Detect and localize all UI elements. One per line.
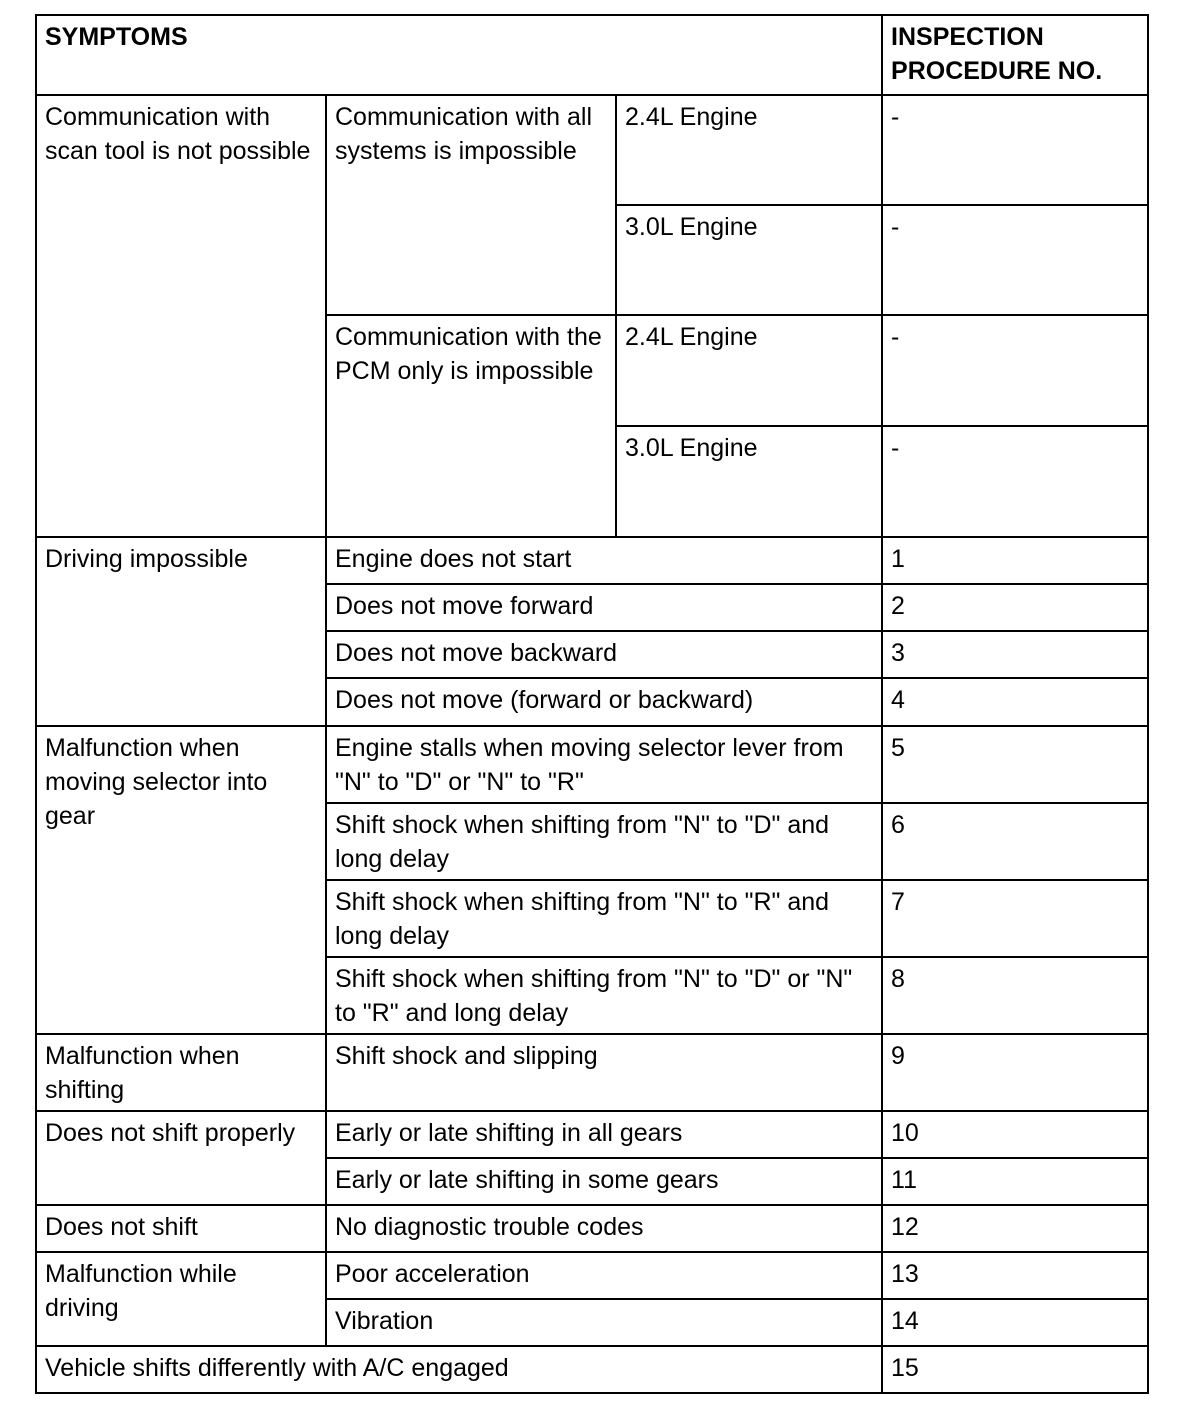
engine-cell: 3.0L Engine xyxy=(616,426,882,537)
detail-cell: Poor acceleration xyxy=(326,1252,882,1299)
symptom-not-shift: Does not shift xyxy=(36,1205,326,1252)
table-header-row xyxy=(36,15,1148,95)
detail-cell: Does not move backward xyxy=(326,631,882,678)
procedure-cell: - xyxy=(882,315,1148,426)
procedure-cell: 11 xyxy=(882,1158,1148,1205)
procedure-cell: 14 xyxy=(882,1299,1148,1346)
detail-cell: Shift shock when shifting from "N" to "D" and long delay xyxy=(326,803,882,880)
detail-cell: No diagnostic trouble codes xyxy=(326,1205,882,1252)
detail-cell: Does not move (forward or backward) xyxy=(326,678,882,726)
detail-pcm-only: Communication with the PCM only is impossible xyxy=(326,315,616,537)
procedure-cell: 2 xyxy=(882,584,1148,631)
symptom-not-properly: Does not shift properly xyxy=(36,1111,326,1205)
procedure-cell: 1 xyxy=(882,537,1148,584)
procedure-cell: 13 xyxy=(882,1252,1148,1299)
procedure-cell: 15 xyxy=(882,1346,1148,1393)
inspection-procedure-header xyxy=(882,15,1148,95)
procedure-cell: 4 xyxy=(882,678,1148,726)
symptoms-table xyxy=(35,14,1149,1394)
detail-cell: Does not move forward xyxy=(326,584,882,631)
detail-cell: Shift shock when shifting from "N" to "R" and long delay xyxy=(326,880,882,957)
procedure-cell: - xyxy=(882,426,1148,537)
procedure-cell: 9 xyxy=(882,1034,1148,1111)
detail-cell: Shift shock when shifting from "N" to "D" or "N" to "R" and long delay xyxy=(326,957,882,1034)
detail-all-systems: Communication with all systems is impossible xyxy=(326,95,616,315)
inspection-header-line1: INSPECTION xyxy=(891,23,1044,51)
symptom-driving-impossible: Driving impossible xyxy=(36,537,326,726)
engine-cell: 2.4L Engine xyxy=(616,95,882,205)
procedure-cell: 12 xyxy=(882,1205,1148,1252)
table-row xyxy=(36,95,1148,205)
table-row xyxy=(36,1346,1148,1393)
detail-cell: Engine does not start xyxy=(326,537,882,584)
symptom-while-driving: Malfunction while driving xyxy=(36,1252,326,1346)
detail-cell: Engine stalls when moving selector lever from "N" to "D" or "N" to "R" xyxy=(326,726,882,803)
procedure-cell: - xyxy=(882,95,1148,205)
procedure-cell: - xyxy=(882,205,1148,315)
table-row xyxy=(36,1252,1148,1299)
engine-cell: 3.0L Engine xyxy=(616,205,882,315)
procedure-cell: 7 xyxy=(882,880,1148,957)
detail-cell: Vibration xyxy=(326,1299,882,1346)
detail-cell: Early or late shifting in some gears xyxy=(326,1158,882,1205)
table-row xyxy=(36,1034,1148,1111)
procedure-cell: 10 xyxy=(882,1111,1148,1158)
procedure-cell: 5 xyxy=(882,726,1148,803)
table-row xyxy=(36,1205,1148,1252)
inspection-header-line2: PROCEDURE NO. xyxy=(891,57,1103,85)
symptom-ac: Vehicle shifts differently with A/C engaged xyxy=(36,1346,882,1393)
engine-cell: 2.4L Engine xyxy=(616,315,882,426)
table-row xyxy=(36,537,1148,584)
detail-cell: Early or late shifting in all gears xyxy=(326,1111,882,1158)
procedure-cell: 3 xyxy=(882,631,1148,678)
symptoms-header: SYMPTOMS xyxy=(36,15,882,95)
procedure-cell: 8 xyxy=(882,957,1148,1034)
table-row xyxy=(36,1111,1148,1158)
symptom-communication: Communication with scan tool is not possible xyxy=(36,95,326,537)
symptom-shifting: Malfunction when shifting xyxy=(36,1034,326,1111)
symptom-selector: Malfunction when moving selector into gear xyxy=(36,726,326,1034)
detail-cell: Shift shock and slipping xyxy=(326,1034,882,1111)
procedure-cell: 6 xyxy=(882,803,1148,880)
table-row xyxy=(36,726,1148,803)
